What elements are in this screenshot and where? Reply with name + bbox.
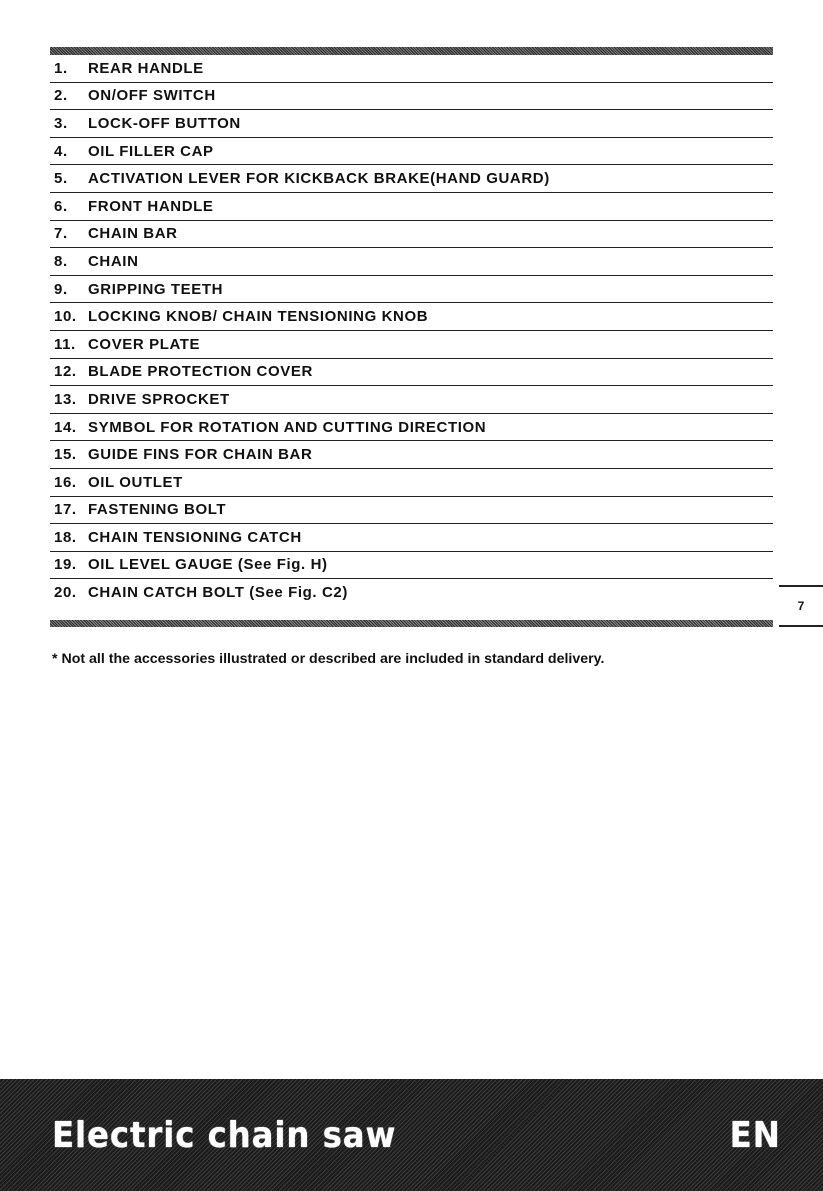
part-label: REAR HANDLE <box>88 59 204 77</box>
footer-band <box>0 1079 823 1191</box>
footnote: * Not all the accessories illustrated or described are included in standard delivery. <box>52 651 605 667</box>
part-label: ON/OFF SWITCH <box>88 87 216 105</box>
part-label: OIL LEVEL GAUGE (See Fig. H) <box>88 556 328 574</box>
part-row <box>50 497 773 525</box>
part-label: DRIVE SPROCKET <box>88 390 230 408</box>
part-label: GRIPPING TEETH <box>88 280 224 298</box>
part-row <box>50 303 773 331</box>
part-row <box>50 221 773 249</box>
part-row <box>50 193 773 221</box>
parts-list <box>50 55 773 606</box>
part-label: CHAIN BAR <box>88 225 178 243</box>
part-number: 13. <box>54 390 77 408</box>
part-label: GUIDE FINS FOR CHAIN BAR <box>88 446 313 464</box>
part-number: 17. <box>54 501 77 519</box>
footer-title: Electric chain saw <box>52 1114 397 1156</box>
part-number: 20. <box>54 584 77 602</box>
part-number: 5. <box>54 170 68 188</box>
part-row <box>50 165 773 193</box>
part-number: 15. <box>54 446 77 464</box>
part-number: 8. <box>54 252 68 270</box>
part-row <box>50 414 773 442</box>
part-label: FASTENING BOLT <box>88 501 227 519</box>
part-row <box>50 469 773 497</box>
part-number: 10. <box>54 308 77 326</box>
part-label: LOCK-OFF BUTTON <box>88 114 241 132</box>
part-number: 3. <box>54 114 68 132</box>
part-number: 6. <box>54 197 68 215</box>
part-label: OIL FILLER CAP <box>88 142 214 160</box>
part-number: 18. <box>54 528 77 546</box>
language-code: EN <box>729 1114 781 1156</box>
part-row <box>50 441 773 469</box>
part-label: ACTIVATION LEVER FOR KICKBACK BRAKE(HAND GUARD) <box>88 170 550 188</box>
part-number: 7. <box>54 225 68 243</box>
part-row <box>50 248 773 276</box>
part-row <box>50 386 773 414</box>
part-label: BLADE PROTECTION COVER <box>88 363 313 381</box>
part-row <box>50 110 773 138</box>
part-row <box>50 552 773 580</box>
part-number: 19. <box>54 556 77 574</box>
part-row <box>50 83 773 111</box>
page-number: 7 <box>797 599 805 613</box>
part-label: CHAIN <box>88 252 139 270</box>
page-number-tab <box>779 585 823 627</box>
part-number: 11. <box>54 335 76 353</box>
part-number: 2. <box>54 87 68 105</box>
part-number: 16. <box>54 473 77 491</box>
part-label: CHAIN TENSIONING CATCH <box>88 528 302 546</box>
part-number: 12. <box>54 363 77 381</box>
part-number: 4. <box>54 142 68 160</box>
part-label: FRONT HANDLE <box>88 197 214 215</box>
part-label: LOCKING KNOB/ CHAIN TENSIONING KNOB <box>88 308 429 326</box>
part-label: CHAIN CATCH BOLT (See Fig. C2) <box>88 584 348 602</box>
top-divider-bar <box>50 47 773 55</box>
part-number: 14. <box>54 418 77 436</box>
part-row <box>50 359 773 387</box>
part-row <box>50 276 773 304</box>
part-row <box>50 579 773 606</box>
part-row <box>50 55 773 83</box>
part-row <box>50 138 773 166</box>
bottom-divider-bar <box>50 620 773 627</box>
part-number: 9. <box>54 280 68 298</box>
part-label: SYMBOL FOR ROTATION AND CUTTING DIRECTION <box>88 418 487 436</box>
part-label: COVER PLATE <box>88 335 201 353</box>
part-label: OIL OUTLET <box>88 473 183 491</box>
part-number: 1. <box>54 59 68 77</box>
part-row <box>50 524 773 552</box>
part-row <box>50 331 773 359</box>
